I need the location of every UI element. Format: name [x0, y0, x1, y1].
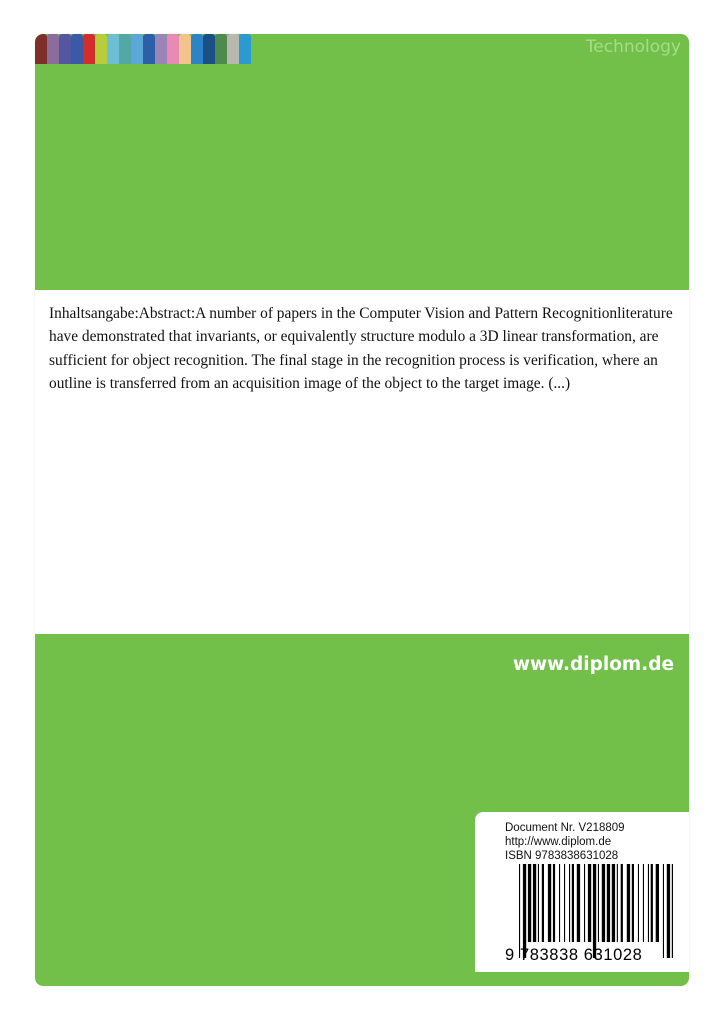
- barcode-bar: [569, 864, 570, 942]
- barcode-bar: [612, 864, 615, 942]
- barcode-bar: [602, 864, 605, 942]
- barcode-bar: [542, 864, 544, 942]
- barcode-box: [475, 812, 689, 972]
- color-stripe: [47, 34, 59, 64]
- barcode-bar: [533, 864, 536, 942]
- color-stripe: [83, 34, 95, 64]
- barcode-bar: [607, 864, 610, 942]
- barcode-bar: [523, 864, 526, 958]
- color-stripe: [179, 34, 191, 64]
- color-stripe: [167, 34, 179, 64]
- barcode-bar: [656, 864, 659, 942]
- bottom-green-panel: [35, 634, 689, 986]
- color-stripe: [227, 34, 239, 64]
- barcode-bar: [588, 864, 591, 942]
- barcode-bar: [559, 864, 560, 942]
- color-stripe: [155, 34, 167, 64]
- color-stripes: [35, 34, 251, 64]
- book-back-cover: [35, 34, 689, 986]
- color-stripe: [203, 34, 215, 64]
- barcode-bar: [572, 864, 574, 942]
- color-stripe: [107, 34, 119, 64]
- series-label: Technology: [585, 37, 681, 57]
- barcode-bar: [648, 864, 649, 942]
- barcode-bar: [564, 864, 565, 942]
- abstract-text: Inhaltsangabe:Abstract:A number of papers in the Computer Vision and Pattern Recognitionliterature have demonstrated that invariants, or equivalently structure modulo a 3D linear transformation, are sufficient for object recognition. The final stage in the recognition process is verification, where an outline is transferred from an acquisition image of the object to the target image. (...): [49, 305, 673, 392]
- color-stripe: [95, 34, 107, 64]
- color-stripe: [215, 34, 227, 64]
- publisher-url: www.diplom.de: [512, 654, 674, 675]
- color-stripe: [191, 34, 203, 64]
- barcode-bar: [519, 864, 520, 958]
- color-stripe: [143, 34, 155, 64]
- barcode-bars: [519, 864, 673, 958]
- barcode-bar: [632, 864, 634, 942]
- top-green-panel: [35, 34, 689, 290]
- document-url: http://www.diplom.de: [505, 836, 612, 848]
- document-number: Document Nr. V218809: [505, 822, 625, 834]
- barcode-bar: [584, 864, 585, 942]
- barcode-bar: [621, 864, 623, 942]
- barcode-bar: [672, 864, 673, 958]
- barcode-bar: [593, 864, 596, 958]
- color-stripe: [239, 34, 251, 64]
- barcode-bar: [553, 864, 555, 942]
- barcode-bar: [598, 864, 599, 942]
- color-stripe: [131, 34, 143, 64]
- color-stripe: [71, 34, 83, 64]
- color-stripe: [119, 34, 131, 64]
- barcode-bar: [538, 864, 539, 942]
- barcode-bar: [548, 864, 551, 942]
- isbn-line: ISBN 9783838631028: [505, 850, 619, 862]
- barcode-bar: [667, 864, 670, 958]
- barcode-bar: [663, 864, 664, 958]
- barcode-bar: [643, 864, 644, 942]
- barcode-digits: 9 783838 631028: [505, 946, 643, 964]
- color-stripe: [35, 34, 47, 64]
- barcode-bar: [638, 864, 639, 942]
- barcode-bar: [617, 864, 618, 942]
- color-stripe: [59, 34, 71, 64]
- barcode-bar: [528, 864, 531, 942]
- barcode-bar: [651, 864, 653, 942]
- barcode-bar: [627, 864, 630, 942]
- barcode-bar: [577, 864, 580, 942]
